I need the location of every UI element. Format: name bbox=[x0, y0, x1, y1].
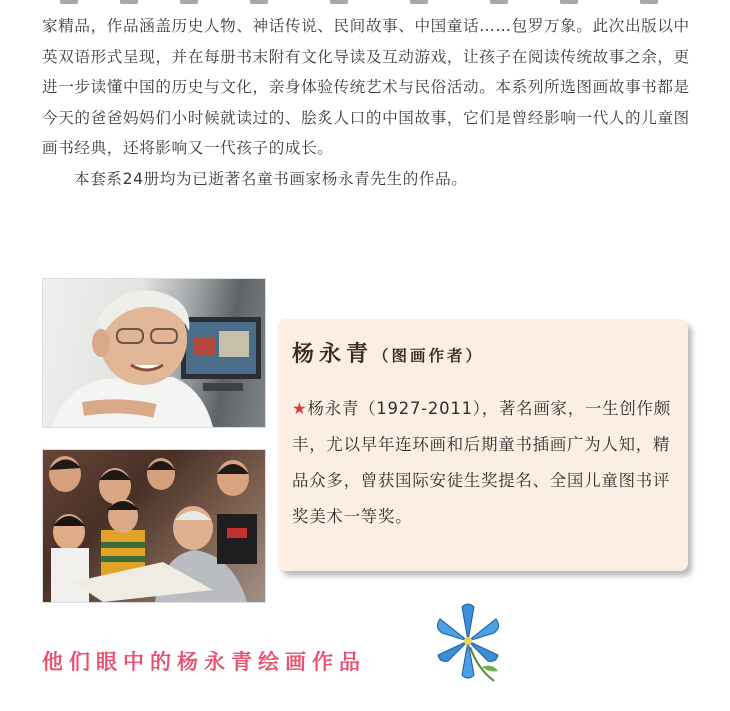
group-photo bbox=[42, 449, 266, 603]
author-card bbox=[278, 319, 688, 571]
intro-paragraph-2: 本套系24册均为已逝著名童书画家杨永青先生的作品。 bbox=[74, 169, 468, 188]
author-name: 杨永青 bbox=[292, 341, 374, 367]
blue-flower-icon bbox=[428, 603, 508, 687]
author-bio-text: 杨永青（1927-2011），著名画家，一生创作颇丰，尤以早年连环画和后期童书插画广为人知，精品众多，曾获国际安徒生奖提名、全国儿童图书评奖美术一等奖。 bbox=[292, 399, 671, 526]
intro-text bbox=[42, 11, 690, 194]
portrait-photo bbox=[42, 278, 266, 428]
cropped-text-edge bbox=[0, 0, 730, 8]
star-icon: ★ bbox=[292, 399, 308, 418]
author-card-title bbox=[292, 337, 484, 368]
section-heading: 他们眼中的杨永青绘画作品 bbox=[42, 649, 366, 674]
author-role: （图画作者） bbox=[373, 346, 485, 365]
intro-paragraph-1: 家精品，作品涵盖历史人物、神话传说、民间故事、中国童话……包罗万象。此次出版以中英双语形式呈现，并在每册书末附有文化导读及互动游戏，让孩子在阅读传统故事之余，更进一步读懂中国的历史与文化，亲身体验传统艺术与民俗活动。本系列所选图画故事书都是今天的爸爸妈妈们小时候就读过的、脍炙人口的中国故事，它们是曾经影响一代人的儿童图画书经典，还将影响又一代孩子的成长。 bbox=[42, 17, 690, 157]
author-bio bbox=[292, 391, 684, 535]
